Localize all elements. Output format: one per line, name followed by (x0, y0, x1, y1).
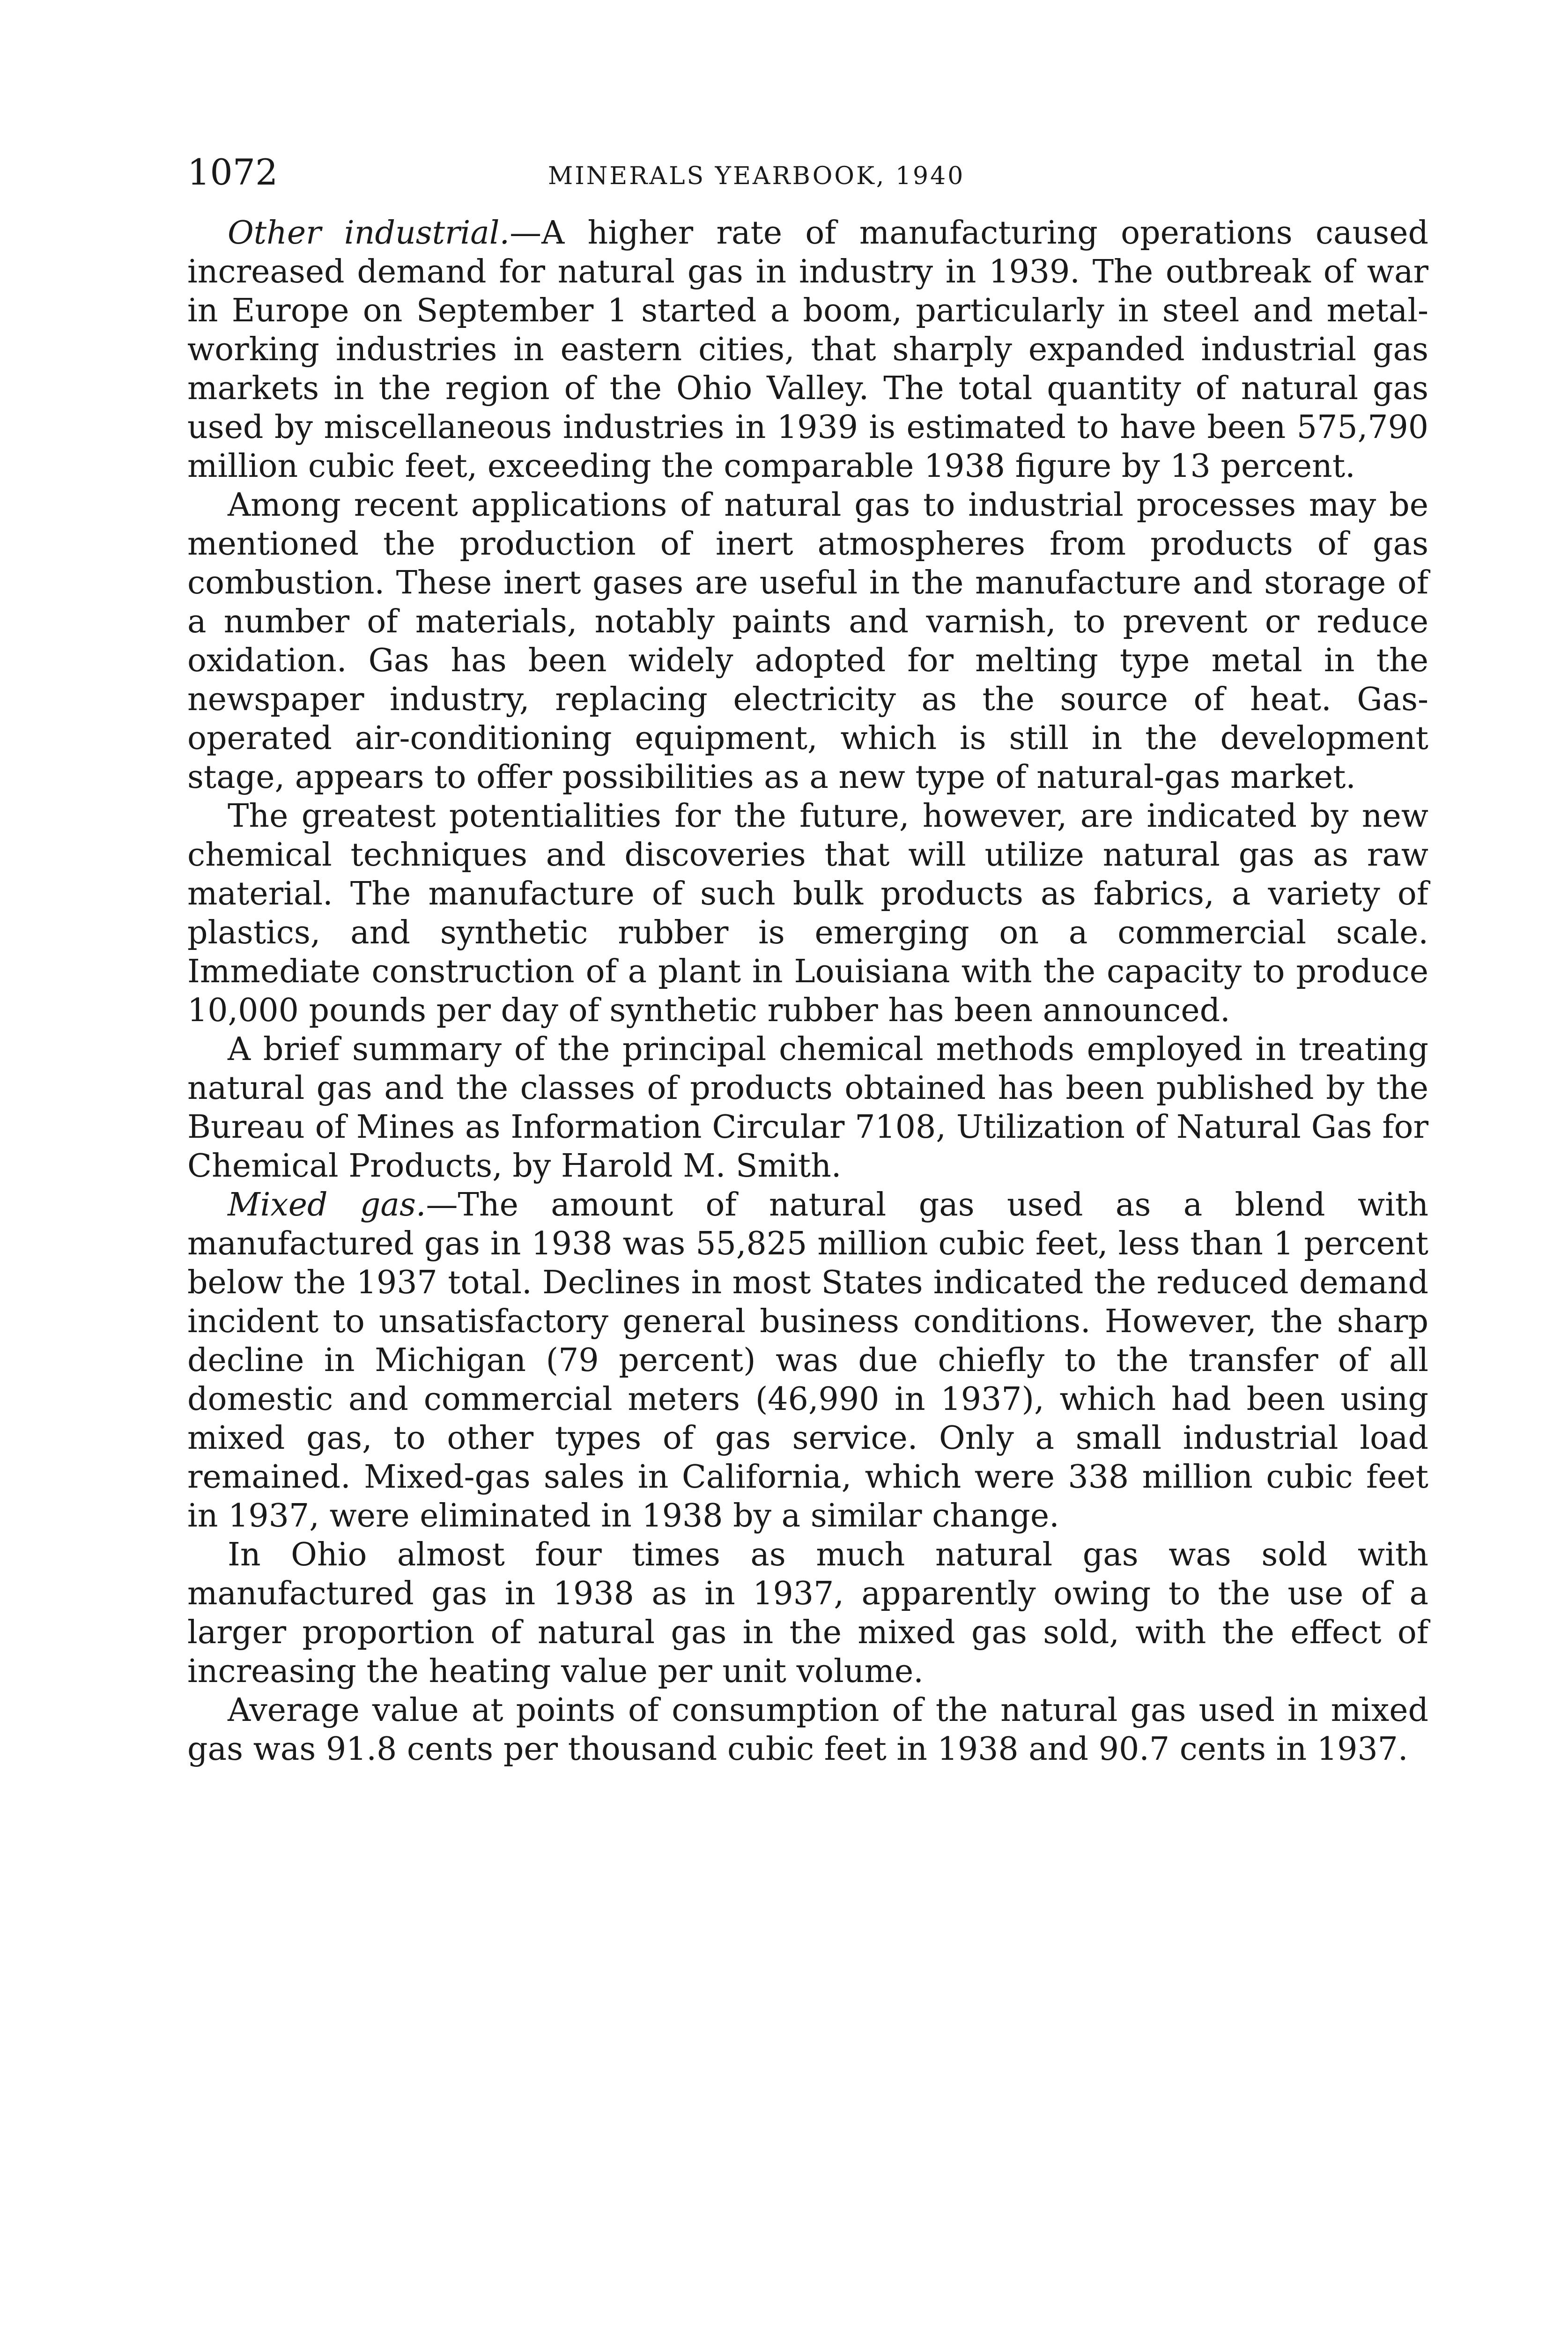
paragraph-text: Among recent applications of natural gas to industrial processes may be mentioned the production of inert atmospheres from products of gas combustion. These inert gases are useful in the manufacture and storage of a number of materials, notably paints and varnish, to prevent or reduce oxidation. Gas has been widely adopted for melting type metal in the newspaper industry, replacing electricity as the source of heat. Gas-operated air-conditioning equipment, which is still in the development stage, appears to offer possibilities as a new type of natural-gas market. (187, 487, 1428, 796)
paragraph-text: A brief summary of the principal chemical methods employed in treating natural gas and the classes of products obtained has been published by the Bureau of Mines as Information Circular 7108, Utilization of Natural Gas for Chemical Products, by Harold M. Smith. (187, 1031, 1428, 1185)
paragraph-mixed-gas (187, 1186, 1428, 1535)
document-page (187, 149, 1428, 1769)
paragraph-summary (187, 1030, 1428, 1186)
paragraph-recent-applications (187, 486, 1428, 797)
running-title: MINERALS YEARBOOK, 1940 (548, 162, 965, 190)
page-number: 1072 (187, 151, 278, 193)
body-text (187, 214, 1428, 1769)
paragraph-other-industrial (187, 214, 1428, 486)
paragraph-text: The greatest potentialities for the future, however, are indicated by new chemical techniques and discoveries that will utilize natural gas as raw material. The manufacture of such bulk products as fabrics, a variety of plastics, and synthetic rubber is emerging on a commercial scale. Immediate construction of a plant in Louisiana with the capacity to produce 10,000 pounds per day of synthetic rubber has been announced. (187, 798, 1428, 1029)
paragraph-potentialities (187, 797, 1428, 1030)
section-lead-other-industrial: Other industrial. (228, 215, 510, 252)
paragraph-text: —A higher rate of manufacturing operations caused increased demand for natural gas in industry in 1939. The outbreak of war in Europe on September 1 started a boom, particularly in steel and metal-working industries in eastern cities, that sharply expanded industrial gas markets in the region of the Ohio Valley. The total quantity of natural gas used by miscellaneous industries in 1939 is estimated to have been 575,790 million cubic feet, exceeding the comparable 1938 figure by 13 percent. (187, 215, 1428, 485)
running-header (187, 149, 1428, 200)
paragraph-text: —The amount of natural gas used as a blend with manufactured gas in 1938 was 55,825 million cubic feet, less than 1 percent below the 1937 total. Declines in most States indicated the reduced demand incident to unsatisfactory general business conditions. However, the sharp decline in Michigan (79 percent) was due chiefly to the transfer of all domestic and commercial meters (46,990 in 1937), which had been using mixed gas, to other types of gas service. Only a small industrial load remained. Mixed-gas sales in California, which were 338 million cubic feet in 1937, were eliminated in 1938 by a similar change. (187, 1186, 1428, 1534)
paragraph-average-value (187, 1691, 1428, 1769)
paragraph-text: In Ohio almost four times as much natural gas was sold with manufactured gas in 1938 as in 1937, apparently owing to the use of a larger proportion of natural gas in the mixed gas sold, with the effect of increasing the heating value per unit volume. (187, 1536, 1428, 1690)
section-lead-mixed-gas: Mixed gas. (228, 1186, 426, 1223)
paragraph-ohio (187, 1535, 1428, 1691)
paragraph-text: Average value at points of consumption of the natural gas used in mixed gas was 91.8 cents per thousand cubic feet in 1938 and 90.7 cents in 1937. (187, 1692, 1428, 1768)
